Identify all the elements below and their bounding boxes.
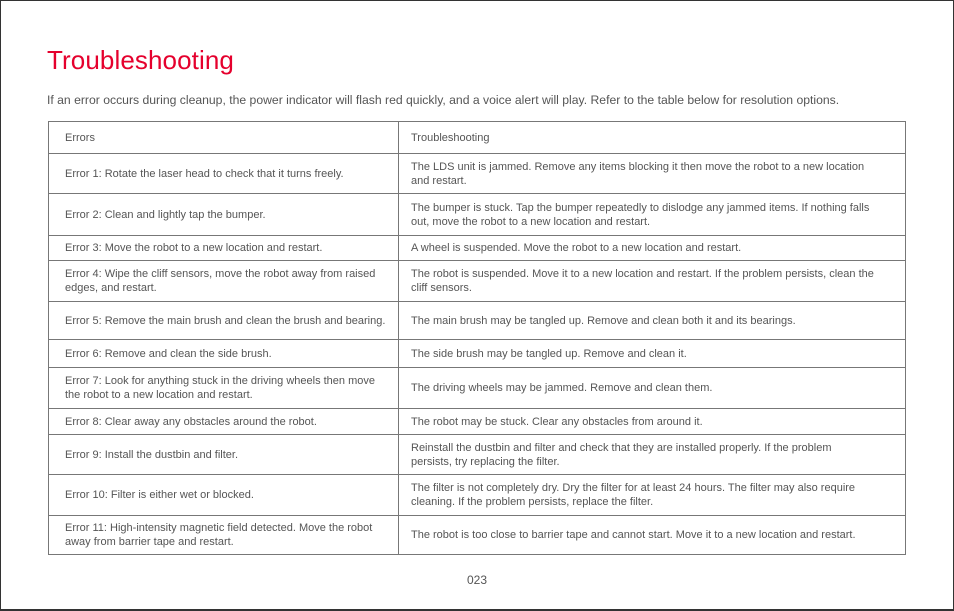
solution-cell: The driving wheels may be jammed. Remove and clean them.: [399, 368, 906, 409]
error-cell: Error 1: Rotate the laser head to check that it turns freely.: [49, 154, 399, 194]
solution-cell: The robot is suspended. Move it to a new location and restart. If the problem persists, clean the cliff sensors.: [399, 261, 906, 302]
solution-cell: The LDS unit is jammed. Remove any items blocking it then move the robot to a new location and restart.: [399, 154, 906, 194]
table-row: [49, 340, 906, 368]
page-number: 023: [466, 573, 488, 587]
page-title: Troubleshooting: [47, 45, 234, 75]
error-cell: Error 10: Filter is either wet or blocked.: [49, 475, 399, 516]
intro-text: If an error occurs during cleanup, the power indicator will flash red quickly, and a voice alert will play. Refer to the table below for resolution options.: [47, 93, 840, 107]
table-row: [49, 516, 906, 555]
error-cell: Error 9: Install the dustbin and filter.: [49, 435, 399, 475]
solution-cell: The bumper is stuck. Tap the bumper repeatedly to dislodge any jammed items. If nothing falls out, move the robot to a new location and restart.: [399, 194, 906, 236]
table-row: [49, 236, 906, 261]
column-header-troubleshooting: Troubleshooting: [399, 122, 906, 154]
table-row: [49, 475, 906, 516]
table-header-row: [49, 122, 906, 154]
table-row: [49, 194, 906, 236]
solution-cell: The robot is too close to barrier tape and cannot start. Move it to a new location and restart.: [399, 516, 906, 555]
column-header-errors: Errors: [49, 122, 399, 154]
table-row: [49, 154, 906, 194]
error-cell: Error 7: Look for anything stuck in the driving wheels then move the robot to a new location and restart.: [49, 368, 399, 409]
table-row: [49, 302, 906, 340]
solution-cell: Reinstall the dustbin and filter and check that they are installed properly. If the problem persists, try replacing the filter.: [399, 435, 906, 475]
table-row: [49, 435, 906, 475]
error-cell: Error 8: Clear away any obstacles around the robot.: [49, 409, 399, 435]
error-cell: Error 6: Remove and clean the side brush.: [49, 340, 399, 368]
solution-cell: The filter is not completely dry. Dry the filter for at least 24 hours. The filter may also require cleaning. If the problem persists, replace the filter.: [399, 475, 906, 516]
table-row: [49, 368, 906, 409]
error-cell: Error 3: Move the robot to a new location and restart.: [49, 236, 399, 261]
table-row: [49, 261, 906, 302]
solution-cell: The side brush may be tangled up. Remove and clean it.: [399, 340, 906, 368]
error-cell: Error 2: Clean and lightly tap the bumper.: [49, 194, 399, 236]
table-row: [49, 409, 906, 435]
error-cell: Error 11: High-intensity magnetic field detected. Move the robot away from barrier tape and restart.: [49, 516, 399, 555]
solution-cell: The main brush may be tangled up. Remove and clean both it and its bearings.: [399, 302, 906, 340]
solution-cell: The robot may be stuck. Clear any obstacles from around it.: [399, 409, 906, 435]
solution-cell: A wheel is suspended. Move the robot to a new location and restart.: [399, 236, 906, 261]
error-cell: Error 5: Remove the main brush and clean the brush and bearing.: [49, 302, 399, 340]
error-cell: Error 4: Wipe the cliff sensors, move the robot away from raised edges, and restart.: [49, 261, 399, 302]
troubleshooting-table: [48, 121, 906, 555]
